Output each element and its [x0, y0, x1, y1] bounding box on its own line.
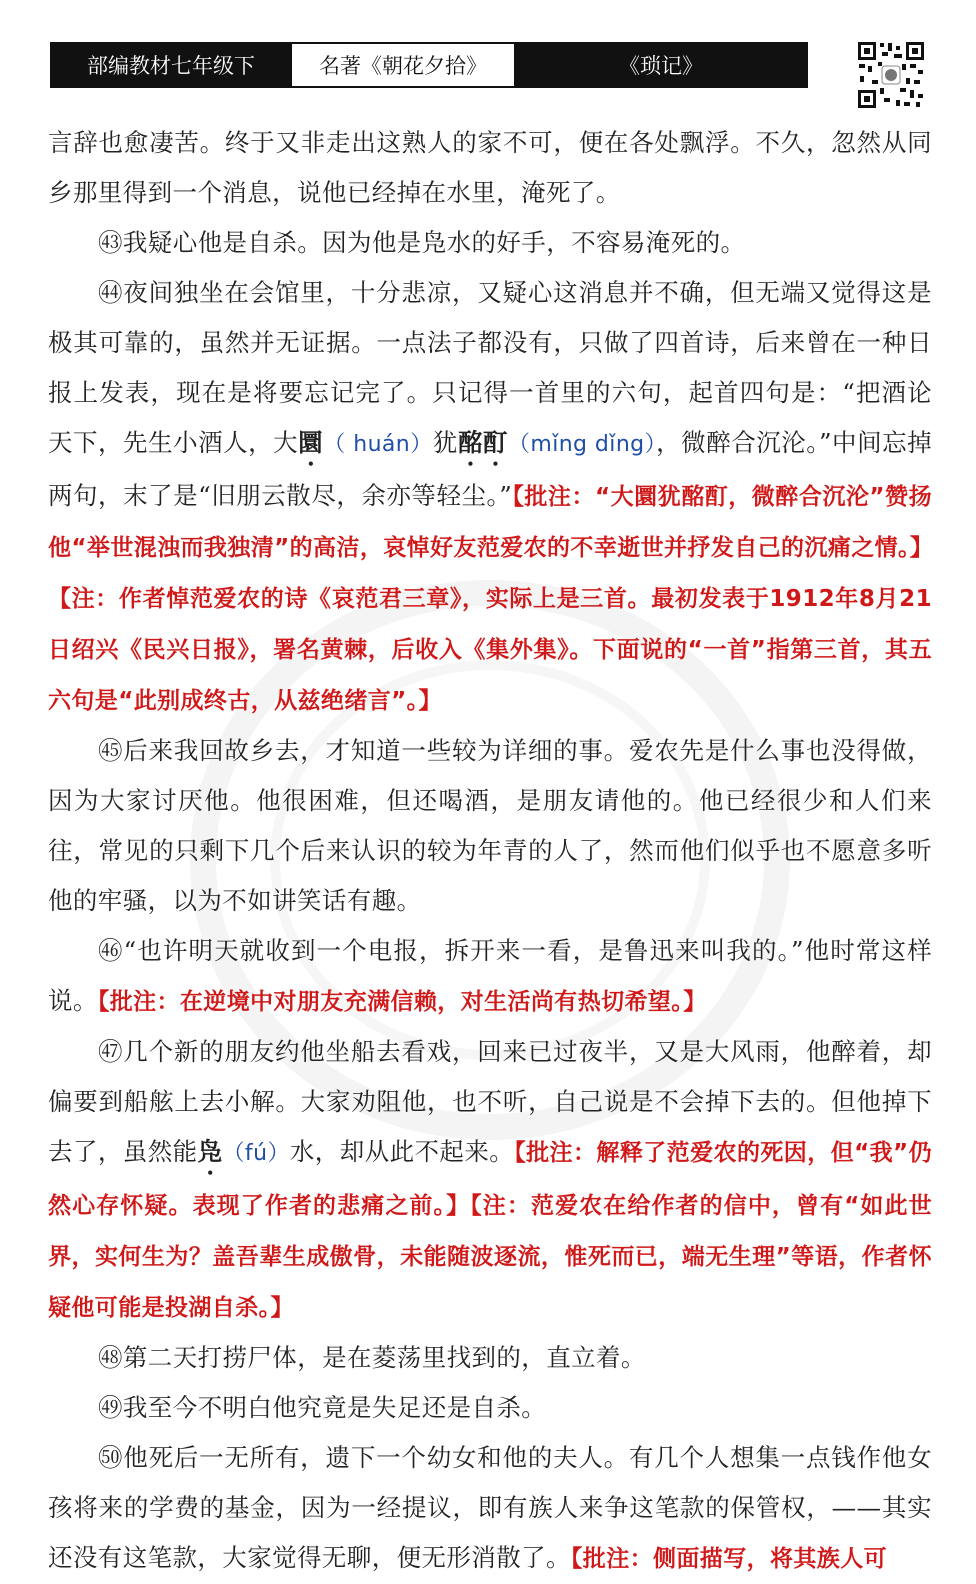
paragraph-49: ㊾我至今不明白他究竟是失足还是自杀。	[98, 1393, 547, 1422]
pinyin-mingding: （mǐng dǐng）	[507, 432, 657, 457]
page-header	[50, 42, 808, 88]
paragraph-47	[48, 1027, 932, 1333]
paragraph-50	[48, 1433, 932, 1584]
glossed-char-mingding: 酩酊	[457, 428, 508, 457]
footnote: 【注：作者悼范爱农的诗《哀范君三章》，实际上是三首。最初发表于1912年8月21日绍兴《民兴日报》，署名黄棘，后收入《集外集》。下面说的“一首”指第三首，其五六句是“此别成终古，从兹绝绪言”。】	[48, 586, 932, 714]
glossed-char-huan: 圜	[298, 428, 324, 457]
book-label: 名著《朝花夕拾》	[290, 44, 516, 86]
paragraph-43: ㊸我疑心他是自杀。因为他是凫水的好手，不容易淹死的。	[98, 228, 746, 257]
annotation-note: 【批注：侧面描写，将其族人可	[570, 1546, 888, 1572]
qr-code-icon	[856, 40, 926, 110]
annotation-note: 【批注：“大圜犹酩酊，微醉合沉沦”赞扬他“举世混浊而我独清”的高洁，哀悼好友范爱农的不幸逝世并抒发自己的沉痛之情。】	[48, 484, 934, 561]
paragraph-48: ㊽第二天打捞尸体，是在菱荡里找到的，直立着。	[98, 1343, 646, 1372]
grade-label: 部编教材七年级下	[52, 44, 290, 86]
pinyin-huan: （ huán）	[323, 432, 433, 457]
footnote: 【注：范爱农在给作者的信中，曾有“如此世界，实何生为？盖吾辈生成傲骨，未能随波逐流，惟死而已，端无生理”等语，作者怀疑他可能是投湖自杀。】	[48, 1193, 933, 1321]
paragraph-50-text: ㊿他死后一无所有，遗下一个幼女和他的夫人。有几个人想集一点钱作他女孩将来的学费的基金，因为一经提议，即有族人来争这笔款的保管权，——其实还没有这笔款，大家觉得无聊，便无形消散了。	[48, 1443, 932, 1572]
paragraph-47-text-a: ㊼几个新的朋友约他坐船去看戏，回来已过夜半，又是大风雨，他醉着，却偏要到船舷上去小解。大家劝阻他，也不听，自己说是不会掉下去的。但他掉下去了，虽然能	[48, 1037, 932, 1166]
paragraph-46	[48, 926, 932, 1027]
article-body	[48, 118, 932, 1584]
glossed-char-fu: 凫	[197, 1137, 223, 1166]
paragraph-44-text-b: 犹	[432, 428, 458, 457]
annotation-note: 【批注：在逆境中对朋友充满信赖，对生活尚有热切希望。】	[97, 989, 707, 1015]
chapter-label: 《琐记》	[516, 44, 806, 86]
paragraph-44-text-c: ，微醉合沉沦。”中间忘掉两句，末了是“旧朋云散尽，余亦等轻尘。”	[48, 428, 933, 510]
paragraph-44-text-a: ㊹夜间独坐在会馆里，十分悲凉，又疑心这消息并不确，但无端又觉得这是极其可靠的，虽然并无证据。一点法子都没有，只做了四首诗，后来曾在一种日报上发表，现在是将要忘记完了。只记得一首里的六句，起首四句是：“把酒论天下，先生小酒人，大	[48, 278, 932, 457]
paragraph-46-text: ㊻“也许明天就收到一个电报，拆开来一看，是鲁迅来叫我的。”他时常这样说。	[48, 936, 932, 1015]
paragraph-45: ㊺后来我回故乡去，才知道一些较为详细的事。爱农先是什么事也没得做，因为大家讨厌他。他很困难，但还喝酒，是朋友请他的。他已经很少和人们来往，常见的只剩下几个后来认识的较为年青的人了，然而他们似乎也不愿意多听他的牢骚，以为不如讲笑话有趣。	[48, 736, 932, 915]
paragraph-continuation: 言辞也愈凄苦。终于又非走出这熟人的家不可，便在各处飘浮。不久，忽然从同乡那里得到一个消息，说他已经掉在水里，淹死了。	[48, 128, 932, 207]
paragraph-44	[48, 268, 932, 726]
paragraph-47-text-b: 水，却从此不起来。	[289, 1137, 515, 1166]
pinyin-fu: （fú）	[222, 1141, 290, 1166]
annotation-note: 【批注：解释了范爱农的死因，但“我”仍然心存怀疑。表现了作者的悲痛之前。】	[48, 1140, 932, 1219]
